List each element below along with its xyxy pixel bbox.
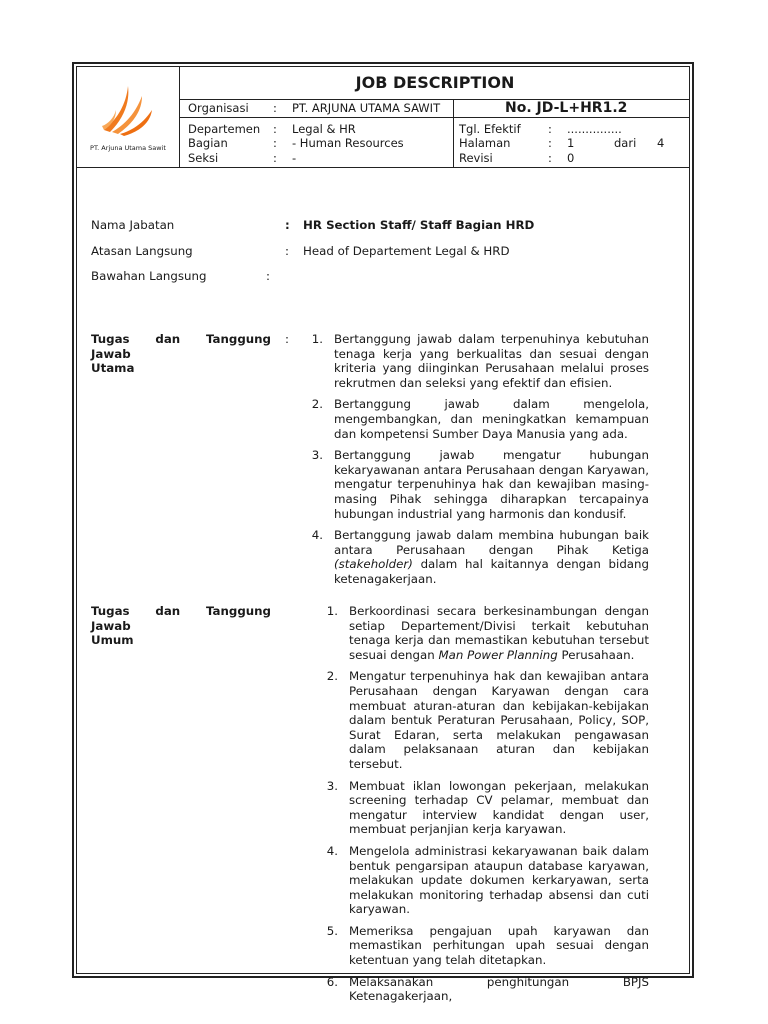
list-item-text-part: dalam hal kaitannya dengan bidang ketenagakerjaan. bbox=[334, 557, 649, 586]
list-item-number: 5. bbox=[326, 923, 338, 938]
tgl-efektif-value: ............... bbox=[567, 122, 622, 136]
logo-cell bbox=[76, 66, 180, 167]
list-item-text: Bertanggung jawab dalam mengelola, mengembangkan, dan meningkatkan kemampuan dan kompetensi Sumber Daya Manusia yang ada. bbox=[334, 397, 649, 441]
bagian-colon: : bbox=[273, 136, 277, 150]
tgl-efektif-colon: : bbox=[548, 122, 552, 136]
tugas-umum-label-line2: Umum bbox=[91, 633, 134, 648]
departemen-label: Departemen bbox=[188, 122, 261, 136]
seksi-label: Seksi bbox=[188, 151, 219, 165]
dari-value: 4 bbox=[657, 136, 665, 150]
list-item-number: 6. bbox=[326, 974, 338, 989]
organisasi-value: PT. ARJUNA UTAMA SAWIT bbox=[292, 101, 441, 115]
list-item-emphasis: (stakeholder) bbox=[334, 557, 413, 572]
nama-jabatan-label: Nama Jabatan bbox=[91, 218, 175, 232]
list-item-text: Bertanggung jawab mengatur hubungan kekaryawanan antara Perusahaan dengan Karyawan, mengatur terpenuhinya hak dan kewajiban masing-masing Pihak sehingga diharapkan tercapainya hubungan industrial yang harmonis dan kondusif. bbox=[334, 448, 649, 521]
seksi-value: - bbox=[292, 151, 297, 165]
list-item bbox=[322, 844, 649, 917]
company-caption: PT. Arjuna Utama Sawit bbox=[90, 144, 166, 152]
atasan-langsung-colon: : bbox=[285, 244, 289, 258]
tugas-umum-label bbox=[91, 604, 271, 648]
nama-jabatan-value: HR Section Staff/ Staff Bagian HRD bbox=[303, 218, 535, 232]
tgl-efektif-label: Tgl. Efektif bbox=[459, 122, 521, 136]
list-item bbox=[307, 397, 649, 441]
dari-label: dari bbox=[614, 136, 637, 150]
list-item bbox=[307, 528, 649, 586]
tugas-umum-label-line1: Tugas dan Tanggung Jawab bbox=[91, 604, 271, 633]
bagian-label: Bagian bbox=[188, 136, 228, 150]
tugas-umum-list bbox=[322, 604, 649, 1004]
list-item bbox=[322, 779, 649, 837]
list-item bbox=[322, 975, 649, 1004]
list-item-text: Melaksanakan penghitungan BPJS Ketenagakerjaan, bbox=[349, 974, 649, 1004]
departemen-colon: : bbox=[273, 122, 277, 136]
list-item bbox=[322, 669, 649, 771]
list-item-text: Membuat iklan lowongan pekerjaan, melakukan screening terhadap CV pelamar, membuat dan mengatur interview kandidat dengan user, membuat perjanjian kerja karyawan. bbox=[349, 778, 649, 837]
bawahan-langsung-label: Bawahan Langsung bbox=[91, 269, 207, 283]
list-item-text: Bertanggung jawab dalam terpenuhinya kebutuhan tenaga kerja yang berkualitas dan sesuai dengan kriteria yang diinginkan Perusahaan melalui proses rekrutmen dan seleksi yang efektif dan efisien. bbox=[334, 332, 649, 390]
atasan-langsung-value: Head of Departement Legal & HRD bbox=[303, 244, 510, 258]
list-item-number: 1. bbox=[311, 332, 323, 346]
halaman-value: 1 bbox=[567, 136, 575, 150]
company-logo-icon bbox=[98, 80, 158, 140]
revisi-label: Revisi bbox=[459, 151, 493, 165]
bawahan-langsung-colon: : bbox=[266, 269, 270, 283]
list-item bbox=[307, 448, 649, 521]
nama-jabatan-colon: : bbox=[285, 218, 290, 232]
seksi-colon: : bbox=[273, 151, 277, 165]
list-item bbox=[307, 332, 649, 390]
document-number: No. JD-L+HR1.2 bbox=[505, 100, 628, 116]
list-item-number: 2. bbox=[326, 669, 338, 684]
revisi-colon: : bbox=[548, 151, 552, 165]
tugas-utama-colon: : bbox=[285, 332, 289, 346]
bagian-value: - Human Resources bbox=[292, 136, 404, 150]
organisasi-label: Organisasi bbox=[188, 101, 249, 115]
list-item-text: Memeriksa pengajuan upah karyawan dan memastikan perhitungan upah sesuai dengan ketentuan yang telah ditetapkan. bbox=[349, 923, 649, 968]
list-item-number: 4. bbox=[311, 528, 323, 543]
list-item-text bbox=[349, 604, 649, 662]
list-item-text bbox=[334, 528, 649, 586]
header-row-divider bbox=[180, 117, 690, 118]
list-item-number: 1. bbox=[326, 604, 338, 618]
list-item-number: 3. bbox=[311, 448, 323, 463]
list-item-text-part: Perusahaan. bbox=[561, 647, 635, 662]
organisasi-colon: : bbox=[273, 101, 277, 115]
list-item-number: 4. bbox=[326, 843, 338, 858]
list-item-emphasis: Man Power Planning bbox=[438, 647, 558, 662]
revisi-value: 0 bbox=[567, 151, 575, 165]
tugas-utama-list bbox=[307, 332, 649, 587]
departemen-value: Legal & HR bbox=[292, 122, 356, 136]
halaman-label: Halaman bbox=[459, 136, 511, 150]
halaman-colon: : bbox=[548, 136, 552, 150]
list-item-text-part: Bertanggung jawab dalam membina hubungan baik antara Perusahaan dengan Pihak Ketiga bbox=[334, 528, 649, 557]
list-item-text: Mengelola administrasi kekaryawanan baik dalam bentuk pengarsipan ataupun database karyawan, melakukan update dokumen kerkaryawan, serta melakukan monitoring terhadap absensi dan cuti karyawan. bbox=[349, 843, 649, 917]
list-item-number: 2. bbox=[311, 397, 323, 412]
tugas-utama-label bbox=[91, 332, 271, 376]
list-item-number: 3. bbox=[326, 778, 338, 793]
tugas-utama-label-line1: Tugas dan Tanggung Jawab bbox=[91, 332, 271, 361]
list-item bbox=[322, 924, 649, 968]
header-column-divider bbox=[453, 100, 454, 168]
atasan-langsung-label: Atasan Langsung bbox=[91, 244, 193, 258]
list-item bbox=[322, 604, 649, 662]
page-title: JOB DESCRIPTION bbox=[180, 66, 690, 100]
list-item-text: Mengatur terpenuhinya hak dan kewajiban antara Perusahaan dengan Karyawan dengan cara membuat aturan-aturan dan kebijakan-kebijakan dalam bentuk Peraturan Perusahaan, Policy, SOP, Surat Edaran, serta melakukan pengawasan dalam pelaksanaan aturan dan kebijakan tersebut. bbox=[349, 669, 649, 771]
tugas-utama-label-line2: Utama bbox=[91, 361, 135, 376]
list-item-text-part: Berkoordinasi secara berkesinambungan dengan setiap Departement/Divisi terkait kebutuhan tenaga kerja dan memastikan kebutuhan tersebut sesuai dengan bbox=[349, 604, 649, 662]
